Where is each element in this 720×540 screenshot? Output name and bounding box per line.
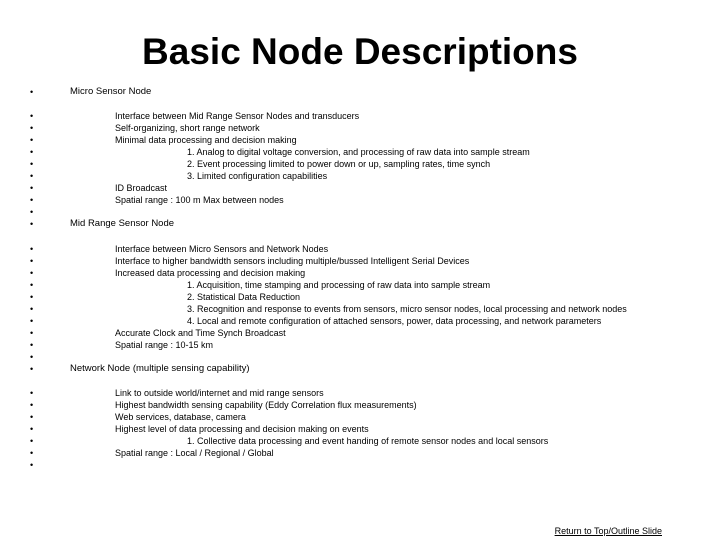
bullet: • <box>30 244 34 254</box>
bullet: • <box>30 123 34 133</box>
bullet: • <box>30 340 34 350</box>
bullet: • <box>30 135 34 145</box>
bullet: • <box>30 328 34 338</box>
bullet: • <box>30 412 34 422</box>
bullet: • <box>30 256 34 266</box>
bullet: • <box>30 268 34 278</box>
page-title: Basic Node Descriptions <box>142 31 578 72</box>
bullet: • <box>30 448 34 458</box>
bullet: • <box>30 280 34 290</box>
bullet: • <box>30 304 34 314</box>
bullet: • <box>30 424 34 434</box>
bullet: • <box>30 388 34 398</box>
section-heading: Micro Sensor Node <box>70 86 152 97</box>
bullet: • <box>30 147 34 157</box>
bullet: • <box>30 183 34 193</box>
bullet: • <box>30 159 34 169</box>
bullet: • <box>30 171 34 181</box>
bullet: • <box>30 195 34 205</box>
bullet: • <box>30 111 34 121</box>
bullet: • <box>30 219 34 229</box>
section-heading: Mid Range Sensor Node <box>70 218 175 229</box>
bullet: • <box>30 292 34 302</box>
bullet: • <box>30 87 34 97</box>
section-heading: Network Node (multiple sensing capability) <box>70 363 250 374</box>
bullet: • <box>30 364 34 374</box>
bullet: • <box>30 400 34 410</box>
bullet: • <box>30 436 34 446</box>
return-to-top-link[interactable]: Return to Top/Outline Slide <box>554 526 662 536</box>
bullet: • <box>30 316 34 326</box>
